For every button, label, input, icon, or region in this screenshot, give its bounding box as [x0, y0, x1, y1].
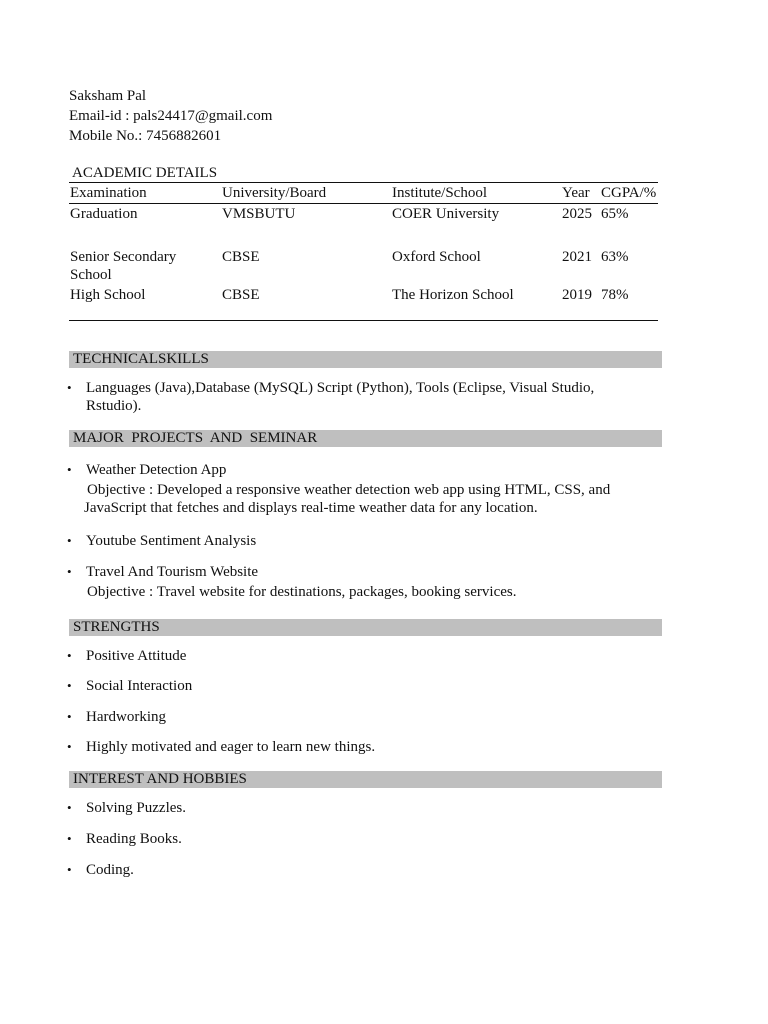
cell-year: 2021: [562, 249, 592, 265]
bullet-icon: •: [67, 800, 72, 815]
academic-details-title: ACADEMIC DETAILS: [72, 165, 218, 181]
project-name: Travel And Tourism Website: [86, 564, 259, 580]
cell-cgpa: 65%: [601, 206, 629, 222]
cell-cgpa: 78%: [601, 287, 629, 303]
bullet-icon: •: [67, 380, 72, 395]
cell-year: 2025: [562, 206, 592, 222]
projects-heading: [69, 430, 662, 447]
strength-item: Highly motivated and eager to learn new things.: [86, 739, 376, 755]
hobby-item: Coding.: [86, 862, 134, 878]
column-header-board: University/Board: [222, 185, 327, 201]
cell-board: CBSE: [222, 249, 260, 265]
strengths-heading: [69, 619, 662, 636]
bullet-icon: •: [67, 709, 72, 724]
table-header-rule: [69, 203, 658, 204]
project-name: Weather Detection App: [86, 462, 227, 478]
bullet-icon: •: [67, 533, 72, 548]
technical-skills-title: TECHNICALSKILLS: [73, 351, 209, 367]
bullet-icon: •: [67, 678, 72, 693]
hobby-item: Solving Puzzles.: [86, 800, 186, 816]
strength-item: Positive Attitude: [86, 648, 187, 664]
strength-item: Social Interaction: [86, 678, 193, 694]
technical-skills-item: Languages (Java),Database (MySQL) Script (Python), Tools (Eclipse, Visual Studio, Rstudio).: [86, 380, 595, 414]
bullet-icon: •: [67, 862, 72, 877]
bullet-icon: •: [67, 739, 72, 754]
column-header-examination: Examination: [70, 185, 147, 201]
cell-institute: COER University: [392, 206, 500, 222]
table-top-rule: [69, 182, 658, 183]
cell-institute: Oxford School: [392, 249, 481, 265]
technical-skills-heading: [69, 351, 662, 368]
table-bottom-rule: [69, 320, 658, 321]
candidate-name: Saksham Pal: [69, 88, 147, 104]
project-name: Youtube Sentiment Analysis: [86, 533, 257, 549]
cell-board: VMSBUTU: [222, 206, 296, 222]
project-objective: Objective : Travel website for destinations, packages, booking services.: [87, 584, 517, 600]
column-header-year: Year: [562, 185, 590, 201]
bullet-icon: •: [67, 564, 72, 579]
strength-item: Hardworking: [86, 709, 166, 725]
cell-board: CBSE: [222, 287, 260, 303]
projects-title: MAJOR PROJECTS AND SEMINAR: [73, 430, 318, 446]
email-line: Email-id : pals24417@gmail.com: [69, 108, 273, 124]
hobbies-title: INTEREST AND HOBBIES: [73, 771, 247, 787]
strengths-title: STRENGTHS: [73, 619, 160, 635]
hobbies-heading: [69, 771, 662, 788]
cell-examination: Graduation: [70, 206, 138, 222]
project-objective: Objective : Developed a responsive weather detection web app using HTML, CSS, and JavaScript that fetches and displays real-time weather data for any location.: [84, 482, 611, 516]
column-header-cgpa: CGPA/%: [601, 185, 657, 201]
mobile-line: Mobile No.: 7456882601: [69, 128, 222, 144]
cell-year: 2019: [562, 287, 592, 303]
cell-institute: The Horizon School: [392, 287, 514, 303]
bullet-icon: •: [67, 648, 72, 663]
cell-examination: Senior Secondary School: [70, 249, 177, 283]
bullet-icon: •: [67, 462, 72, 477]
cell-cgpa: 63%: [601, 249, 629, 265]
bullet-icon: •: [67, 831, 72, 846]
cell-examination: High School: [70, 287, 146, 303]
column-header-institute: Institute/School: [392, 185, 487, 201]
hobby-item: Reading Books.: [86, 831, 182, 847]
